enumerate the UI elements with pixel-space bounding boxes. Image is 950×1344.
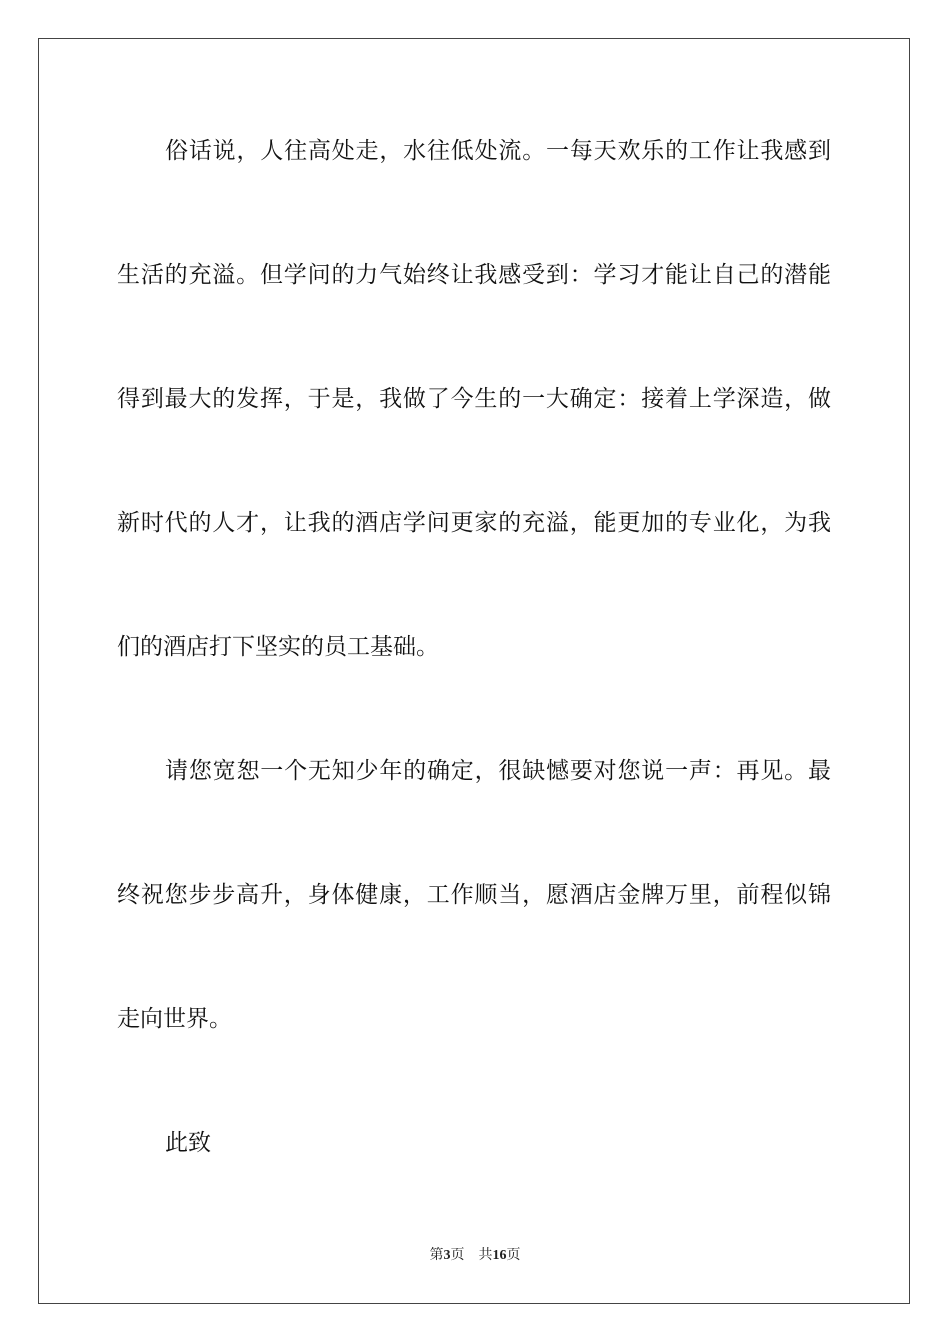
- page-suffix: 页: [450, 1248, 465, 1263]
- total-suffix: 页: [506, 1248, 521, 1263]
- closing-line: 此致: [165, 1130, 211, 1156]
- paragraph-line-4: 新时代的人才，让我的酒店学问更家的充溢，能更加的专业化，为我: [117, 510, 831, 536]
- paragraph-line-2: 生活的充溢。但学问的力气始终让我感受到：学习才能让自己的潜能: [117, 262, 831, 288]
- page-prefix: 第: [429, 1248, 444, 1263]
- page-border: [38, 38, 910, 1304]
- paragraph-line-8: 走向世界。: [117, 1006, 232, 1032]
- total-prefix: 共: [478, 1248, 493, 1263]
- paragraph-line-5: 们的酒店打下坚实的员工基础。: [117, 634, 439, 660]
- paragraph-line-1: 俗话说，人往高处走，水往低处流。一每天欢乐的工作让我感到: [165, 138, 831, 164]
- total-pages: 16: [492, 1248, 507, 1263]
- page-footer: [0, 1247, 950, 1265]
- page-number: 3: [443, 1248, 451, 1263]
- paragraph-line-3: 得到最大的发挥，于是，我做了今生的一大确定：接着上学深造，做: [117, 386, 831, 412]
- paragraph-line-6: 请您宽恕一个无知少年的确定，很缺憾要对您说一声：再见。最: [165, 758, 831, 784]
- paragraph-line-7: 终祝您步步高升，身体健康，工作顺当，愿酒店金牌万里，前程似锦: [117, 882, 831, 908]
